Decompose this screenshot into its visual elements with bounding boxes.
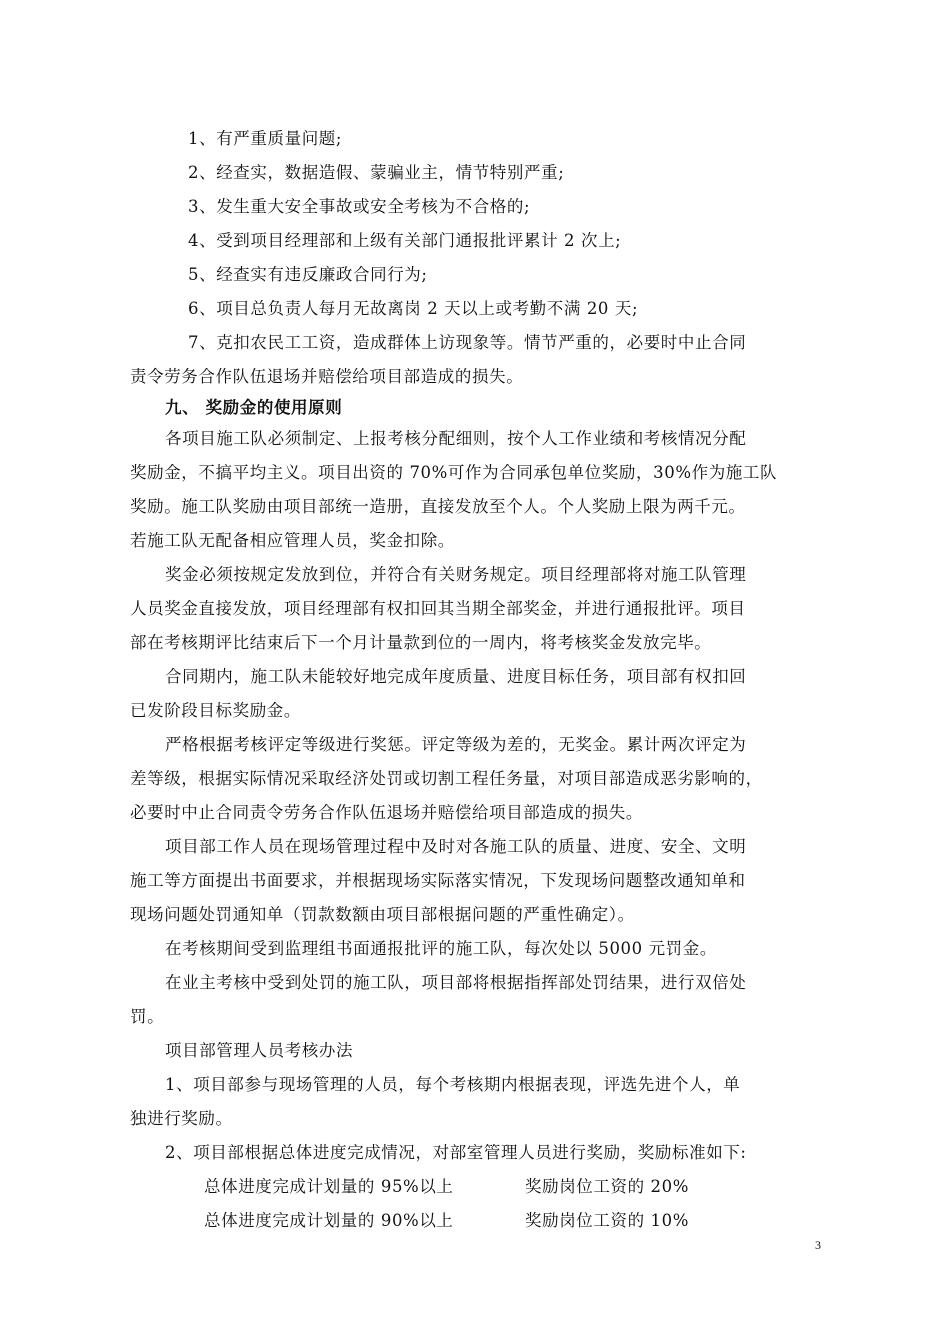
list-item: 5、经查实有违反廉政合同行为; [188, 265, 428, 284]
paragraph-line: 奖励。施工队奖励由项目部统一造册，直接发放至个人。个人奖励上限为两千元。 [130, 497, 746, 516]
paragraph-line: 部在考核期评比结束后下一个月计量款到位的一周内，将考核奖金发放完毕。 [130, 633, 712, 652]
list-item: 3、发生重大安全事故或安全考核为不合格的; [188, 197, 531, 216]
paragraph-line: 若施工队无配备相应管理人员，奖金扣除。 [130, 531, 455, 550]
subsection-title: 项目部管理人员考核办法 [165, 1041, 354, 1060]
list-item: 2、经查实，数据造假、蒙骗业主，情节特别严重; [188, 163, 565, 182]
paragraph-line: 2、项目部根据总体进度完成情况，对部室管理人员进行奖励，奖励标准如下: [165, 1143, 747, 1162]
paragraph-line: 在考核期间受到监理组书面通报批评的施工队，每次处以 5000 元罚金。 [165, 939, 717, 958]
reward-amount: 奖励岗位工资的 20% [525, 1177, 690, 1196]
page-number: 3 [815, 1238, 821, 1252]
paragraph-line: 必要时中止合同责令劳务合作队伍退场并赔偿给项目部造成的损失。 [130, 803, 643, 822]
reward-condition: 总体进度完成计划量的 90%以上 [204, 1211, 454, 1230]
paragraph-line: 项目部工作人员在现场管理过程中及时对各施工队的质量、进度、安全、文明 [165, 837, 747, 856]
section-heading: 九、 奖励金的使用原则 [165, 398, 343, 417]
paragraph-line: 罚。 [130, 1007, 165, 1026]
paragraph-line: 施工等方面提出书面要求，并根据现场实际落实情况，下发现场问题整改通知单和 [130, 871, 746, 890]
paragraph-line: 奖金必须按规定发放到位，并符合有关财务规定。项目经理部将对施工队管理 [165, 565, 747, 584]
paragraph-line: 差等级，根据实际情况采取经济处罚或切割工程任务量，对项目部造成恶劣影响的， [130, 769, 763, 788]
paragraph-line: 严格根据考核评定等级进行奖惩。评定等级为差的，无奖金。累计两次评定为 [165, 735, 747, 754]
reward-condition: 总体进度完成计划量的 95%以上 [204, 1177, 454, 1196]
paragraph-line: 奖励金，不搞平均主义。项目出资的 70%可作为合同承包单位奖励，30%作为施工队 [130, 463, 778, 482]
paragraph-line: 已发阶段目标奖励金。 [130, 701, 301, 720]
paragraph-line: 1、项目部参与现场管理的人员，每个考核期内根据表现，评选先进个人，单 [165, 1075, 741, 1094]
list-item: 4、受到项目经理部和上级有关部门通报批评累计 2 次上; [188, 231, 622, 250]
reward-amount: 奖励岗位工资的 10% [525, 1211, 690, 1230]
list-item: 7、克扣农民工工资，造成群体上访现象等。情节严重的，必要时中止合同 [188, 333, 747, 352]
paragraph-line: 人员奖金直接发放，项目经理部有权扣回其当期全部奖金，并进行通报批评。项目 [130, 599, 746, 618]
list-item-continuation: 责令劳务合作队伍退场并赔偿给项目部造成的损失。 [130, 367, 524, 386]
list-item: 6、项目总负责人每月无故离岗 2 天以上或考勤不满 20 天; [188, 299, 639, 318]
paragraph-line: 在业主考核中受到处罚的施工队，项目部将根据指挥部处罚结果，进行双倍处 [165, 973, 747, 992]
list-item: 1、有严重质量问题; [188, 129, 343, 148]
paragraph-line: 合同期内，施工队未能较好地完成年度质量、进度目标任务，项目部有权扣回 [165, 667, 747, 686]
paragraph-line: 独进行奖励。 [130, 1109, 233, 1128]
paragraph-line: 各项目施工队必须制定、上报考核分配细则，按个人工作业绩和考核情况分配 [165, 429, 747, 448]
paragraph-line: 现场问题处罚通知单（罚款数额由项目部根据问题的严重性确定）。 [130, 905, 635, 924]
